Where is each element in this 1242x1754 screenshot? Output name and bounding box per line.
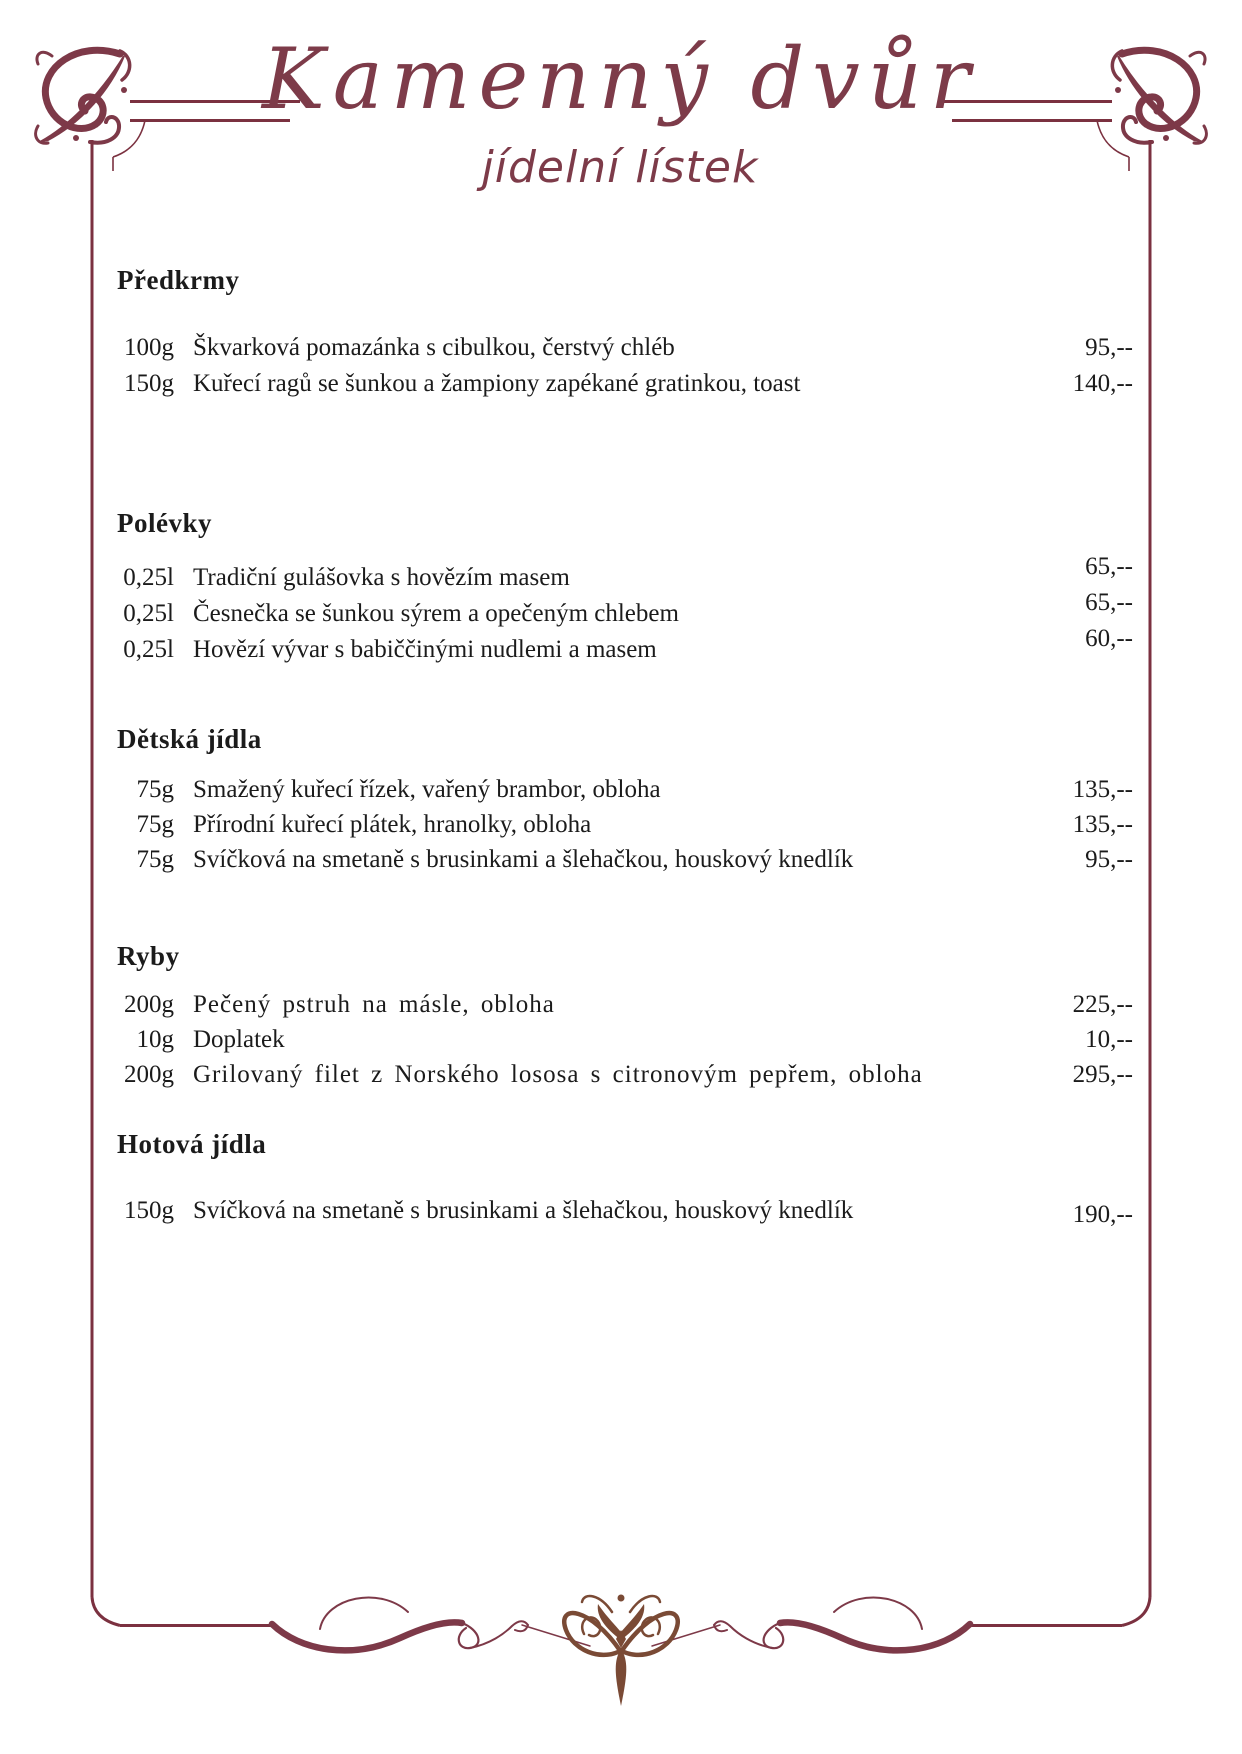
item-price: 225,--: [1072, 991, 1133, 1018]
menu-item-row: [117, 553, 1133, 596]
item-quantity: 75g: [136, 776, 174, 803]
menu-item-row: [117, 625, 1133, 668]
item-name: Smažený kuřecí řízek, vařený brambor, obloha: [193, 776, 661, 803]
item-price: 135,--: [1072, 811, 1133, 838]
item-quantity: 10g: [136, 1026, 174, 1053]
item-name: Doplatek: [193, 1026, 285, 1053]
item-price: 10,--: [1085, 1026, 1133, 1053]
item-name: Grilovaný filet z Norského lososa s citronovým pepřem, obloha: [193, 1061, 923, 1088]
item-price: 60,--: [1085, 625, 1133, 652]
menu-item-row: [117, 366, 1133, 402]
item-quantity: 75g: [136, 846, 174, 873]
menu-item-row: [117, 1022, 1133, 1057]
item-name: Svíčková na smetaně s brusinkami a šlehačkou, houskový knedlík: [193, 846, 854, 873]
menu-section-polevky: [117, 507, 1133, 668]
menu-item-row: [117, 807, 1133, 842]
item-price: 295,--: [1072, 1061, 1133, 1088]
section-title: Hotová jídla: [117, 1129, 267, 1159]
menu-section-hotova-jidla: [117, 1128, 1133, 1229]
item-quantity: 100g: [124, 334, 174, 361]
corner-flourish-right-icon: [1112, 50, 1206, 143]
item-name: Pečený pstruh na másle, obloha: [193, 991, 555, 1018]
item-name: Svíčková na smetaně s brusinkami a šlehačkou, houskový knedlík: [193, 1197, 854, 1224]
section-title: Dětská jídla: [117, 724, 262, 754]
menu-item-row: [117, 987, 1133, 1022]
section-items: [117, 330, 1133, 402]
item-price: 95,--: [1085, 846, 1133, 873]
item-quantity: 150g: [124, 1197, 174, 1224]
item-name: Tradiční gulášovka s hovězím masem: [193, 564, 570, 591]
item-quantity: 150g: [124, 370, 174, 397]
item-quantity: 0,25l: [123, 636, 174, 663]
section-items: [117, 553, 1133, 668]
menu-item-row: [117, 842, 1133, 877]
bottom-flourish-icon: [272, 1595, 970, 1707]
section-title: Předkrmy: [117, 265, 240, 295]
menu-section-predkrmy: [117, 264, 1133, 402]
section-items: [117, 987, 1133, 1092]
menu-section-detska-jidla: [117, 723, 1133, 877]
item-name: Hovězí vývar s babiččinými nudlemi a masem: [193, 636, 657, 663]
item-name: Česnečka se šunkou sýrem a opečeným chlebem: [193, 600, 679, 627]
section-title: Polévky: [117, 508, 212, 538]
menu-item-row: [117, 1193, 1133, 1229]
item-price: 190,--: [1072, 1201, 1133, 1228]
item-price: 65,--: [1085, 589, 1133, 616]
section-title: Ryby: [117, 941, 180, 971]
item-price: 95,--: [1085, 334, 1133, 361]
menu-item-row: [117, 589, 1133, 632]
section-items: [117, 772, 1133, 877]
item-price: 135,--: [1072, 776, 1133, 803]
item-quantity: 75g: [136, 811, 174, 838]
item-quantity: 0,25l: [123, 600, 174, 627]
restaurant-title: Kamenný dvůr: [261, 30, 979, 128]
menu-item-row: [117, 330, 1133, 366]
item-quantity: 0,25l: [123, 564, 174, 591]
menu-subtitle: jídelní lístek: [481, 142, 759, 193]
menu-item-row: [117, 1057, 1133, 1092]
item-price: 140,--: [1072, 370, 1133, 397]
item-name: Kuřecí ragů se šunkou a žampiony zapékané gratinkou, toast: [193, 370, 801, 397]
corner-flourish-left-icon: [36, 50, 130, 143]
item-price: 65,--: [1085, 553, 1133, 580]
section-items: [117, 1193, 1133, 1229]
menu-section-ryby: [117, 940, 1133, 1092]
item-quantity: 200g: [124, 991, 174, 1018]
item-name: Přírodní kuřecí plátek, hranolky, obloha: [193, 811, 592, 838]
menu-item-row: [117, 772, 1133, 807]
item-quantity: 200g: [124, 1061, 174, 1088]
item-name: Škvarková pomazánka s cibulkou, čerstvý chléb: [193, 334, 675, 361]
